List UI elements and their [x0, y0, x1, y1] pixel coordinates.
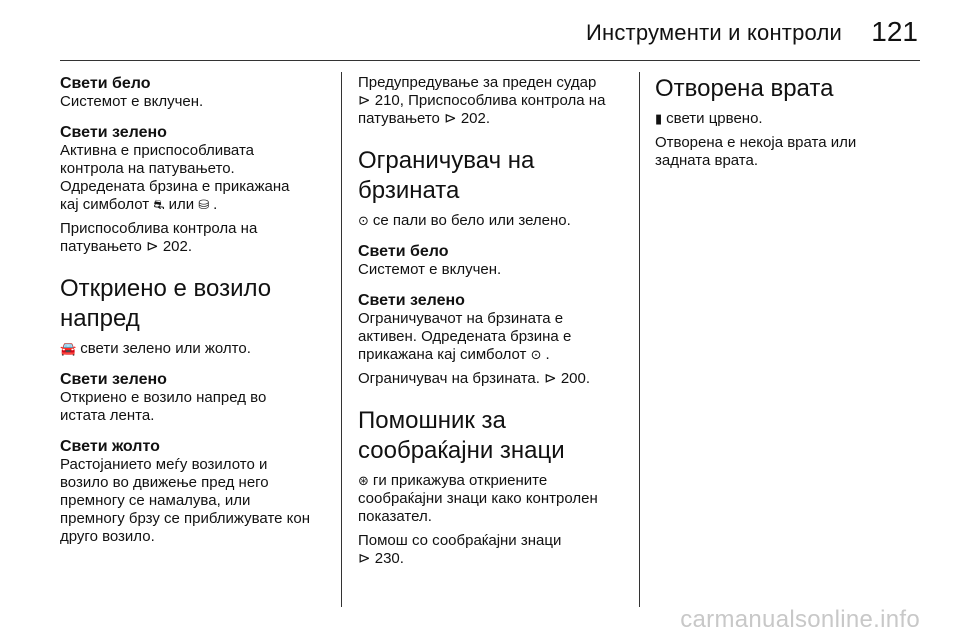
section-text: Активна е приспособливата контрола на патувањето. Одредената брзина е прикажана кај симболот ⛐ или ⛁ .	[60, 142, 290, 213]
door-icon: ▮	[655, 111, 663, 126]
car-icon: 🚘	[60, 341, 77, 356]
chapter-heading: Отворена врата	[655, 75, 834, 102]
column-1	[60, 74, 330, 546]
section-text: Помош со сообраќајни знаци ⊳ 230.	[358, 532, 562, 567]
chapter-heading: Откриено е возило напред	[60, 275, 272, 332]
chapter-heading: Ограничувач на брзината	[358, 147, 535, 204]
section-text: Системот е вклучен.	[60, 93, 204, 110]
section-text: Растојанието меѓу возилото и возило во движење пред него премногу се намалува, или премногу брзу се приближувате кон друго возило.	[60, 456, 311, 545]
speedometer-icon: ⊙	[530, 347, 542, 362]
sign-icon: ⊛	[358, 473, 369, 488]
section-text: Ограничувачот на брзината е активен. Одредената брзина е прикажана кај симболот ⊙ .	[358, 310, 572, 363]
page-header	[0, 0, 960, 62]
section-text: Откриено е возило напред во истата лента.	[60, 389, 267, 424]
section-heading: Свети зелено	[60, 371, 167, 388]
ref-arrow-icon: ⊳	[358, 92, 371, 109]
section-text: Отворена е некоја врата или задната врата.	[655, 134, 857, 169]
ref-arrow-icon: ⊳	[358, 550, 371, 567]
section-heading: Свети жолто	[60, 438, 160, 455]
section-heading: Свети бело	[60, 75, 151, 92]
page-number: 121	[871, 16, 918, 47]
section-text: 🚘 свети зелено или жолто.	[60, 340, 251, 357]
column-divider-1	[341, 72, 342, 607]
ref-arrow-icon: ⊳	[146, 238, 159, 255]
ref-arrow-icon: ⊳	[544, 370, 557, 387]
section-text: Предупредување за преден судар ⊳ 210, Приспособлива контрола на патувањето ⊳ 202.	[358, 74, 606, 127]
watermark: carmanualsonline.info	[680, 606, 920, 633]
section-heading: Свети зелено	[60, 124, 167, 141]
acc-symbol-icon: ⛐	[153, 197, 165, 212]
page-title: Инструменти и контроли	[585, 20, 842, 45]
column-divider-2	[639, 72, 640, 607]
ref-arrow-icon: ⊳	[444, 110, 457, 127]
section-text: ⊛ ги прикажува откриените сообраќајни знаци како контролен показател.	[358, 472, 598, 525]
section-heading: Свети зелено	[358, 292, 465, 309]
section-text: Приспособлива контрола на патувањето ⊳ 202.	[60, 220, 258, 255]
chapter-heading: Помошник за сообраќајни знаци	[358, 407, 565, 464]
section-heading: Свети бело	[358, 243, 449, 260]
section-text: ⊙ се пали во бело или зелено.	[358, 212, 571, 229]
section-text: ▮ свети црвено.	[655, 110, 763, 127]
header-rule	[60, 60, 920, 61]
section-text: Системот е вклучен.	[358, 261, 502, 278]
column-3	[655, 74, 925, 170]
section-text: Ограничувач на брзината. ⊳ 200.	[358, 370, 591, 387]
column-2	[358, 74, 628, 568]
acc-symbol-alt-icon: ⛁	[198, 197, 210, 212]
speedometer-icon: ⊙	[358, 213, 369, 228]
